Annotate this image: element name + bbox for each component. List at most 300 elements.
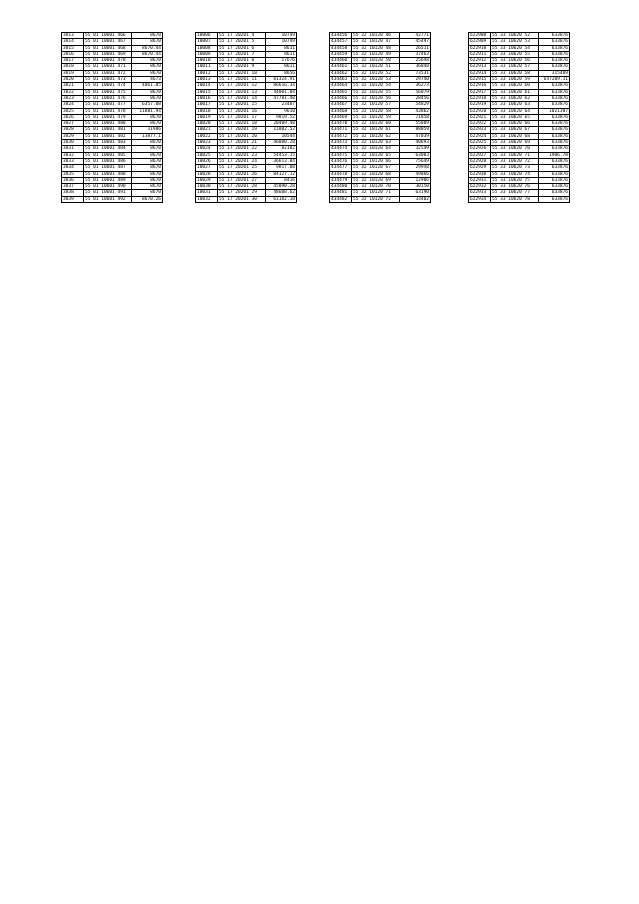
value-cell: 86616.34 [266,83,297,89]
cadastral-number-cell: 55 17 20201 22 [218,146,266,152]
table-row [469,121,570,127]
table-row [330,146,431,152]
cadastral-number-cell: 55 17 20201 20 [218,133,266,139]
value-cell: 44001.04 [266,89,297,95]
row-number-cell: 622929 [469,165,491,171]
cadastral-number-cell: 55 17 20201 26 [218,171,266,177]
value-cell: 8670 [132,152,163,158]
value-cell: 45497 [400,39,431,45]
value-cell: 633876 [539,184,570,190]
cadastral-number-cell: 55 32 10120 61 [352,127,400,133]
row-number-cell: 10006 [196,33,218,39]
row-number-cell: 434472 [330,133,352,139]
table-row [469,51,570,57]
cadastral-number-cell: 55 01 10601 491 [84,190,132,196]
cadastral-number-cell: 55 32 10120 72 [352,196,400,202]
table-row [196,95,297,101]
cadastral-number-cell: 55 32 10120 60 [352,121,400,127]
value-cell: 633876 [539,114,570,120]
cadastral-number-cell: 55 33 10620 55 [491,51,539,57]
value-cell: 8670 [132,95,163,101]
value-cell: 17676 [266,58,297,64]
row-number-cell: 434465 [330,89,352,95]
row-number-cell: 434456 [330,33,352,39]
cadastral-number-cell: 55 17 20201 23 [218,152,266,158]
value-cell: 54453.15 [266,152,297,158]
row-number-cell: 434478 [330,171,352,177]
cadastral-table-3 [329,32,431,203]
value-cell: 48608.62 [266,190,297,196]
cadastral-number-cell: 55 01 10601 475 [84,89,132,95]
cadastral-number-cell: 55 33 10620 76 [491,184,539,190]
cadastral-number-cell: 55 01 10601 471 [84,64,132,70]
value-cell: 8670 [132,121,163,127]
value-cell: 9019.52 [266,114,297,120]
cadastral-number-cell: 55 33 10620 68 [491,133,539,139]
row-number-cell: 434467 [330,102,352,108]
cadastral-number-cell: 55 17 20201 14 [218,95,266,101]
value-cell: 47781.48 [266,95,297,101]
table-row [330,77,431,83]
row-number-cell: 434479 [330,177,352,183]
value-cell: 43862 [400,108,431,114]
cadastral-number-cell: 55 33 10620 64 [491,108,539,114]
table-row [469,158,570,164]
table-row [330,45,431,51]
cadastral-number-cell: 55 01 10601 480 [84,121,132,127]
value-cell: 82102 [266,146,297,152]
value-cell: 36048 [400,64,431,70]
value-cell: 8670 [132,39,163,45]
table-row [469,165,570,171]
table-row [469,102,570,108]
cadastral-number-cell: 55 32 10120 59 [352,114,400,120]
value-cell: 8670.44 [132,45,163,51]
value-cell: 8611 [266,45,297,51]
table-row [196,196,297,202]
cadastral-number-cell: 55 17 20201 15 [218,102,266,108]
value-cell: 8670 [132,58,163,64]
value-cell: 11881.94 [132,108,163,114]
row-number-cell: 3822 [62,89,84,95]
value-cell: 8670 [132,184,163,190]
row-number-cell: 3838 [62,190,84,196]
value-cell: 8611 [266,51,297,57]
table-row [196,133,297,139]
cadastral-number-cell: 55 01 10601 481 [84,127,132,133]
value-cell: 633876 [539,190,570,196]
cadastral-number-cell: 55 17 20201 27 [218,177,266,183]
cadastral-number-cell: 55 32 10120 57 [352,102,400,108]
table-row [196,114,297,120]
cadastral-number-cell: 55 01 10601 486 [84,158,132,164]
cadastral-number-cell: 55 32 10120 69 [352,177,400,183]
cadastral-number-cell: 55 32 10120 47 [352,39,400,45]
row-number-cell: 434460 [330,58,352,64]
table-row [469,171,570,177]
cadastral-number-cell: 55 32 10120 67 [352,165,400,171]
row-number-cell: 10007 [196,39,218,45]
cadastral-number-cell: 55 17 20201 30 [218,196,266,202]
value-cell: 42771 [400,33,431,39]
cadastral-number-cell: 55 33 10620 78 [491,196,539,202]
row-number-cell: 434464 [330,83,352,89]
cadastral-number-cell: 55 17 20201 7 [218,51,266,57]
cadastral-number-cell: 55 01 10601 470 [84,58,132,64]
row-number-cell: 10010 [196,58,218,64]
row-number-cell: 434457 [330,39,352,45]
row-number-cell: 3831 [62,146,84,152]
cadastral-number-cell: 55 32 10120 48 [352,45,400,51]
value-cell: 8670 [132,70,163,76]
row-number-cell: 10009 [196,51,218,57]
value-cell: 8670 [132,64,163,70]
table-row [469,146,570,152]
row-number-cell: 622923 [469,127,491,133]
value-cell: 8670 [132,33,163,39]
table-row [330,58,431,64]
cadastral-number-cell: 55 33 10620 52 [491,33,539,39]
row-number-cell: 622931 [469,177,491,183]
value-cell: 88059 [400,127,431,133]
value-cell: 633876 [539,58,570,64]
value-cell: 10749 [266,39,297,45]
value-cell: 10749 [266,33,297,39]
value-cell: 633876 [539,121,570,127]
value-cell: 54829 [400,102,431,108]
value-cell: 47039 [400,133,431,139]
row-number-cell: 3830 [62,140,84,146]
value-cell: 633876 [539,140,570,146]
cadastral-number-cell: 55 32 10120 64 [352,146,400,152]
value-cell: 56079 [400,89,431,95]
cadastral-number-cell: 55 33 10620 67 [491,127,539,133]
table-row [469,114,570,120]
table-row [469,95,570,101]
cadastral-number-cell: 55 01 10601 487 [84,165,132,171]
value-cell: 73531 [400,70,431,76]
cadastral-number-cell: 55 01 10601 490 [84,184,132,190]
row-number-cell: 10021 [196,127,218,133]
row-number-cell: 3817 [62,58,84,64]
cadastral-number-cell: 55 33 10620 63 [491,102,539,108]
cadastral-number-cell: 55 32 10120 51 [352,64,400,70]
row-number-cell: 622921 [469,114,491,120]
value-cell: 8670 [132,158,163,164]
table-row [62,196,163,202]
cadastral-number-cell: 55 17 20201 28 [218,184,266,190]
table-row [196,33,297,39]
value-cell: 63190 [400,190,431,196]
value-cell: 20409.48 [266,121,297,127]
row-number-cell: 10027 [196,165,218,171]
value-cell: 55889 [400,121,431,127]
cadastral-number-cell: 55 33 10620 61 [491,89,539,95]
cadastral-number-cell: 55 32 10120 46 [352,33,400,39]
cadastral-number-cell: 55 32 10120 58 [352,108,400,114]
cadastral-number-cell: 55 01 10601 477 [84,102,132,108]
table-row [469,108,570,114]
row-number-cell: 434475 [330,152,352,158]
row-number-cell: 434469 [330,114,352,120]
cadastral-number-cell: 55 01 10601 485 [84,152,132,158]
value-cell: 46080.28 [266,140,297,146]
row-number-cell: 622926 [469,146,491,152]
value-cell: 49066 [400,171,431,177]
row-number-cell: 10024 [196,146,218,152]
cadastral-number-cell: 55 17 20201 21 [218,140,266,146]
cadastral-number-cell: 55 33 10620 53 [491,39,539,45]
row-number-cell: 10018 [196,108,218,114]
table-row [330,127,431,133]
row-number-cell: 10032 [196,196,218,202]
row-number-cell: 622909 [469,39,491,45]
cadastral-number-cell: 55 33 10620 58 [491,70,539,76]
cadastral-number-cell: 55 32 10120 52 [352,70,400,76]
table-row [196,184,297,190]
table-row [330,70,431,76]
table-row [330,121,431,127]
table-row [469,77,570,83]
value-cell: 8670 [132,89,163,95]
value-cell: 11802.52 [266,127,297,133]
cadastral-number-cell: 55 01 10601 479 [84,114,132,120]
table-row [330,158,431,164]
value-cell: 633876 [539,171,570,177]
table-row [469,33,570,39]
row-number-cell: 622924 [469,133,491,139]
table-row [330,165,431,171]
value-cell: 33402 [400,196,431,202]
value-cell: 633876 [539,51,570,57]
cadastral-number-cell: 55 01 10601 488 [84,171,132,177]
value-cell: 8670 [132,190,163,196]
row-number-cell: 622919 [469,102,491,108]
row-number-cell: 434474 [330,146,352,152]
table-row [469,45,570,51]
table-row [469,184,570,190]
row-number-cell: 622928 [469,158,491,164]
value-cell: 36613.04 [266,158,297,164]
cadastral-number-cell: 55 32 10120 49 [352,51,400,57]
table-row [469,83,570,89]
row-number-cell: 3829 [62,133,84,139]
row-number-cell: 3818 [62,64,84,70]
value-cell: 8670 [132,140,163,146]
cadastral-number-cell: 55 17 20201 17 [218,114,266,120]
value-cell: 633876 [539,95,570,101]
cadastral-table-4 [468,32,570,203]
cadastral-table-1 [61,32,163,203]
cadastral-number-cell: 55 33 10620 73 [491,165,539,171]
row-number-cell: 622933 [469,190,491,196]
value-cell: 633876 [539,158,570,164]
value-cell: 37463 [400,51,431,57]
cadastral-number-cell: 55 01 10601 482 [84,133,132,139]
cadastral-number-cell: 55 17 20201 25 [218,165,266,171]
value-cell: 6357.08 [132,102,163,108]
value-cell: 633876 [539,127,570,133]
row-number-cell: 622925 [469,140,491,146]
table-row [469,70,570,76]
value-cell: 29740 [400,77,431,83]
table-row [469,190,570,196]
row-number-cell: 434466 [330,95,352,101]
cadastral-number-cell: 55 17 20201 19 [218,127,266,133]
row-number-cell: 622908 [469,33,491,39]
row-number-cell: 622915 [469,77,491,83]
row-number-cell: 10012 [196,70,218,76]
table-row [330,177,431,183]
cadastral-number-cell: 55 32 10120 65 [352,152,400,158]
row-number-cell: 434458 [330,45,352,51]
cadastral-number-cell: 55 01 10601 484 [84,146,132,152]
row-number-cell: 3833 [62,158,84,164]
row-number-cell: 10028 [196,171,218,177]
value-cell: 315409 [539,70,570,76]
row-number-cell: 3823 [62,95,84,101]
row-number-cell: 622918 [469,95,491,101]
cadastral-number-cell: 55 32 10120 53 [352,77,400,83]
value-cell: 8670 [132,171,163,177]
value-cell: 12906 [400,177,431,183]
row-number-cell: 10030 [196,184,218,190]
cadastral-number-cell: 55 33 10620 65 [491,114,539,120]
row-number-cell: 434461 [330,64,352,70]
cadastral-number-cell: 55 32 10120 70 [352,184,400,190]
row-number-cell: 10031 [196,190,218,196]
cadastral-number-cell: 55 33 10620 70 [491,146,539,152]
value-cell: 84127.12 [266,171,297,177]
row-number-cell: 622910 [469,45,491,51]
row-number-cell: 10025 [196,152,218,158]
row-number-cell: 3836 [62,177,84,183]
cadastral-number-cell: 55 32 10120 55 [352,89,400,95]
row-number-cell: 434462 [330,70,352,76]
table-row [196,140,297,146]
row-number-cell: 622932 [469,184,491,190]
row-number-cell: 3839 [62,196,84,202]
value-cell: 1906.78 [539,152,570,158]
row-number-cell: 3820 [62,77,84,83]
value-cell: 647209.11 [539,77,570,83]
cadastral-number-cell: 55 33 10620 74 [491,171,539,177]
row-number-cell: 10022 [196,133,218,139]
value-cell: 36273 [400,83,431,89]
cadastral-number-cell: 55 01 10601 473 [84,77,132,83]
cadastral-table-2 [195,32,297,203]
row-number-cell: 434468 [330,108,352,114]
cadastral-number-cell: 55 17 20201 12 [218,83,266,89]
table-row [330,33,431,39]
value-cell: 13877.1 [132,133,163,139]
value-cell: 8656 [266,70,297,76]
cadastral-number-cell: 55 01 10601 489 [84,177,132,183]
cadastral-number-cell: 55 17 20201 5 [218,39,266,45]
row-number-cell: 622912 [469,58,491,64]
cadastral-number-cell: 55 33 10620 77 [491,190,539,196]
row-number-cell: 434471 [330,127,352,133]
cadastral-number-cell: 55 32 10120 68 [352,171,400,177]
cadastral-number-cell: 55 01 10601 474 [84,83,132,89]
row-number-cell: 434470 [330,121,352,127]
table-row [196,152,297,158]
cadastral-number-cell: 55 33 10620 60 [491,83,539,89]
table-body-4 [469,33,570,203]
row-number-cell: 10008 [196,45,218,51]
table-row [469,58,570,64]
value-cell: 8611 [266,64,297,70]
table-body-3 [330,33,431,203]
row-number-cell: 10026 [196,158,218,164]
value-cell: 81324.91 [266,77,297,83]
table-row [196,171,297,177]
row-number-cell: 622927 [469,152,491,158]
cadastral-number-cell: 55 33 10620 69 [491,140,539,146]
row-number-cell: 3824 [62,102,84,108]
value-cell: 633876 [539,165,570,171]
cadastral-number-cell: 55 01 10601 467 [84,39,132,45]
cadastral-number-cell: 55 17 20201 4 [218,33,266,39]
row-number-cell: 622914 [469,70,491,76]
table-body-1 [62,33,163,203]
value-cell: 633876 [539,133,570,139]
cadastral-number-cell: 55 17 20201 16 [218,108,266,114]
value-cell: 8670 [132,177,163,183]
table-row [330,196,431,202]
row-number-cell: 10029 [196,177,218,183]
cadastral-number-cell: 55 01 10601 478 [84,108,132,114]
cadastral-number-cell: 55 32 10120 56 [352,95,400,101]
table-row [469,89,570,95]
value-cell: 633876 [539,102,570,108]
value-cell: 633876 [539,45,570,51]
row-number-cell: 10017 [196,102,218,108]
row-number-cell: 3826 [62,114,84,120]
table-row [330,152,431,158]
table-body-2 [196,33,297,203]
table-row [330,114,431,120]
row-number-cell: 10015 [196,89,218,95]
table-row [330,108,431,114]
value-cell: 30150 [400,184,431,190]
value-cell: 8670 [132,114,163,120]
table-row [330,39,431,45]
row-number-cell: 434480 [330,184,352,190]
cadastral-number-cell: 55 32 10120 71 [352,190,400,196]
value-cell: 26511 [400,45,431,51]
value-cell: 10544 [266,133,297,139]
cadastral-number-cell: 55 32 10120 62 [352,133,400,139]
value-cell: 633876 [539,146,570,152]
value-cell: 8670.44 [132,51,163,57]
cadastral-number-cell: 55 17 20201 18 [218,121,266,127]
table-row [330,51,431,57]
table-row [196,89,297,95]
cadastral-number-cell: 55 01 10601 466 [84,33,132,39]
row-number-cell: 3813 [62,33,84,39]
row-number-cell: 10016 [196,95,218,101]
table-row [469,133,570,139]
value-cell: 633876 [539,196,570,202]
row-number-cell: 3834 [62,165,84,171]
table-row [330,133,431,139]
row-number-cell: 3837 [62,184,84,190]
table-row [330,83,431,89]
cadastral-number-cell: 55 33 10620 66 [491,121,539,127]
row-number-cell: 622916 [469,83,491,89]
table-row [330,140,431,146]
